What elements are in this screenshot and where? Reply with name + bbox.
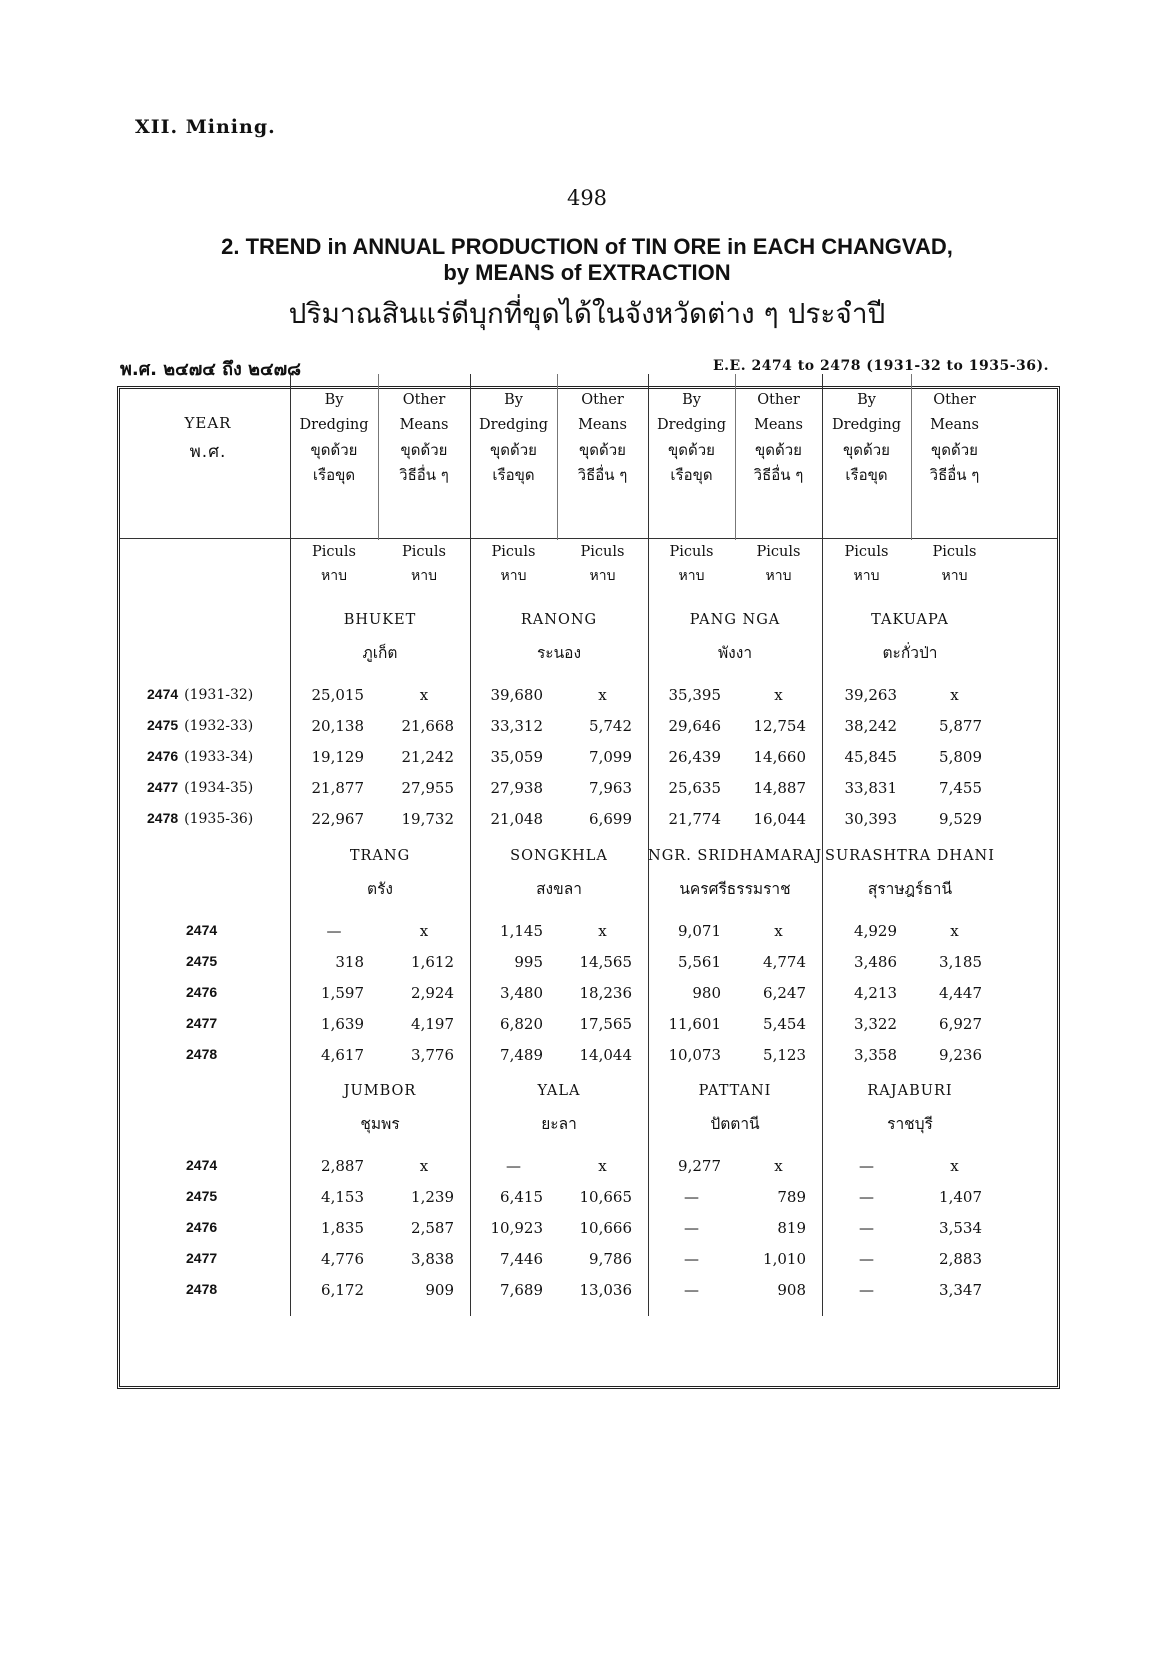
dredging-value: 38,242 [844, 717, 897, 735]
province-name: BHUKET [343, 612, 417, 628]
by-dredging-header-th2: เรือขุด [670, 466, 713, 484]
other-means-header-th1: ขุดด้วย [755, 441, 802, 459]
by-dredging-header-en1: By [324, 392, 344, 408]
other-means-header-th1: ขุดด้วย [400, 441, 448, 459]
dredging-value: 30,393 [844, 810, 897, 828]
other-means-header-th2: วิธีอื่น ๆ [929, 466, 980, 484]
province-name-thai: ชุมพร [360, 1115, 400, 1133]
year-be: 2477 [186, 1015, 218, 1031]
province-name-thai: ระนอง [536, 644, 582, 662]
unit-piculs: Piculs [491, 544, 536, 560]
other-means-value: 3,838 [411, 1250, 454, 1268]
other-means-value: 14,565 [579, 953, 632, 971]
other-means-value: 819 [777, 1219, 806, 1237]
year-label [186, 1046, 217, 1062]
year-label [147, 686, 253, 703]
dredging-value: 21,048 [490, 810, 543, 828]
dredging-value: 980 [692, 984, 721, 1002]
other-means-value: 2,924 [411, 984, 454, 1002]
province-name: RAJABURI [867, 1083, 953, 1099]
year-be: 2474 [186, 1157, 218, 1173]
dredging-value: 6,172 [321, 1281, 364, 1299]
other-means-value: 19,732 [401, 810, 454, 828]
other-means-header-en2: Means [399, 417, 449, 433]
by-dredging-header-th1: ขุดด้วย [490, 441, 537, 459]
province-name: PANG NGA [689, 612, 781, 628]
dredging-value: 4,776 [321, 1250, 364, 1268]
dredging-value: 7,489 [500, 1046, 543, 1064]
unit-label [648, 540, 735, 588]
year-be: 2478 [147, 810, 179, 826]
other-means-value: 6,247 [763, 984, 806, 1002]
other-means-header-en1: Other [933, 392, 976, 408]
unit-thai: หาบ [678, 568, 705, 584]
dredging-value: 33,312 [490, 717, 543, 735]
other-means-value: x [774, 686, 783, 704]
table-title-thai: ปริมาณสินแร่ดีบุกที่ขุดได้ในจังหวัดต่าง ๆ ประจำปี [288, 297, 886, 330]
dredging-value: — [859, 1219, 874, 1237]
other-means-value: 7,455 [939, 779, 982, 797]
year-be: 2475 [186, 953, 218, 969]
other-means-value: 3,185 [939, 953, 982, 971]
unit-label [470, 540, 557, 588]
dredging-value: 20,138 [311, 717, 364, 735]
other-means-value: 4,197 [411, 1015, 454, 1033]
year-be: 2477 [147, 779, 179, 795]
dredging-value: 11,601 [668, 1015, 721, 1033]
other-means-value: x [419, 1157, 429, 1175]
unit-piculs: Piculs [402, 544, 446, 560]
unit-label [557, 540, 648, 588]
year-label [186, 922, 217, 938]
year-label [186, 1015, 217, 1031]
dredging-value: — [859, 1157, 874, 1175]
dredging-value: 39,680 [490, 686, 543, 704]
unit-label [822, 540, 911, 588]
by-dredging-header-en2: Dredging [479, 417, 548, 433]
year-be: 2478 [186, 1281, 218, 1297]
unit-piculs: Piculs [844, 544, 889, 560]
other-means-value: 16,044 [753, 810, 806, 828]
other-means-value: 5,742 [589, 717, 632, 735]
other-means-value: 7,963 [589, 779, 632, 797]
dredging-value: 1,639 [321, 1015, 364, 1033]
dredging-value: 995 [514, 953, 543, 971]
unit-label [378, 540, 470, 588]
dredging-value: 5,561 [678, 953, 721, 971]
by-dredging-header [470, 388, 557, 488]
other-means-value: 1,612 [411, 953, 454, 971]
other-means-header-th1: ขุดด้วย [579, 441, 626, 459]
unit-thai: หาบ [853, 568, 880, 584]
year-header [128, 414, 288, 465]
year-be: 2477 [186, 1250, 218, 1266]
year-ce: (1934-35) [184, 780, 254, 796]
other-means-value: 17,565 [579, 1015, 632, 1033]
dredging-value: 6,820 [500, 1015, 543, 1033]
province-name-thai: พังงา [717, 644, 753, 662]
other-means-value: 4,447 [939, 984, 982, 1002]
dredging-value: 1,597 [321, 984, 364, 1002]
unit-label [911, 540, 998, 588]
other-means-value: 1,239 [411, 1188, 454, 1206]
by-dredging-header-th2: เรือขุด [492, 466, 535, 484]
year-label [186, 1188, 217, 1204]
other-means-value: 5,454 [763, 1015, 806, 1033]
other-means-value: x [774, 1157, 783, 1175]
year-ce: (1931-32) [184, 687, 254, 703]
dredging-value: 3,358 [854, 1046, 897, 1064]
other-means-value: x [950, 922, 959, 940]
other-means-value: 10,666 [579, 1219, 632, 1237]
other-means-value: 9,786 [589, 1250, 632, 1268]
province-name-thai: สงขลา [536, 880, 582, 898]
by-dredging-header [648, 388, 735, 488]
other-means-value: 21,242 [401, 748, 454, 766]
province-name: SONGKHLA [510, 848, 608, 864]
year-ce: (1933-34) [184, 749, 254, 765]
dredging-value: 2,887 [321, 1157, 364, 1175]
dredging-value: 21,877 [311, 779, 364, 797]
by-dredging-header-en1: By [682, 392, 701, 408]
other-means-value: 5,809 [939, 748, 982, 766]
dredging-value: 29,646 [668, 717, 721, 735]
by-dredging-header-en2: Dredging [299, 417, 369, 433]
dredging-value: — [684, 1188, 699, 1206]
province-divider [822, 374, 823, 1316]
dredging-value: 4,213 [854, 984, 897, 1002]
dredging-value: 22,967 [311, 810, 364, 828]
by-dredging-header-th1: ขุดด้วย [310, 441, 358, 459]
other-means-header-en1: Other [757, 392, 800, 408]
by-dredging-header-en2: Dredging [832, 417, 901, 433]
other-means-value: 3,534 [939, 1219, 982, 1237]
other-means-value: 5,123 [763, 1046, 806, 1064]
year-ce: (1935-36) [184, 811, 254, 827]
dredging-value: 35,395 [668, 686, 721, 704]
by-dredging-header-th2: เรือขุด [845, 466, 888, 484]
province-name: TRANG [349, 848, 411, 864]
unit-thai: หาบ [941, 568, 968, 584]
other-means-header [378, 388, 470, 488]
other-means-header-en2: Means [754, 417, 803, 433]
dredging-value: 7,446 [500, 1250, 543, 1268]
unit-piculs: Piculs [669, 544, 714, 560]
section-title: XII. Mining. [135, 116, 276, 138]
year-be: 2475 [147, 717, 179, 733]
by-dredging-header-en2: Dredging [657, 417, 726, 433]
province-name: PATTANI [698, 1083, 772, 1099]
by-dredging-header [822, 388, 911, 488]
other-means-value: x [419, 686, 429, 704]
unit-piculs: Piculs [312, 544, 356, 560]
year-header-en: YEAR [184, 414, 232, 432]
unit-thai: หาบ [589, 568, 616, 584]
other-means-header [911, 388, 998, 488]
other-means-value: x [950, 1157, 959, 1175]
table-title-line-2: by MEANS of EXTRACTION [443, 260, 731, 285]
year-label [186, 1281, 217, 1297]
other-means-value: 908 [777, 1281, 806, 1299]
other-means-value: 9,529 [939, 810, 982, 828]
year-be: 2474 [147, 686, 179, 702]
dredging-value: 4,929 [854, 922, 897, 940]
dredging-value: 33,831 [844, 779, 897, 797]
year-header-thai: พ.ศ. [189, 442, 227, 462]
other-means-value: 21,668 [401, 717, 454, 735]
unit-piculs: Piculs [932, 544, 977, 560]
province-name-thai: ตะกั่วป่า [882, 644, 938, 662]
other-means-value: 9,236 [939, 1046, 982, 1064]
province-name-thai: ราชบุรี [887, 1115, 933, 1133]
other-means-value: 13,036 [579, 1281, 632, 1299]
by-dredging-header-th1: ขุดด้วย [668, 441, 715, 459]
other-means-header-th2: วิธีอื่น ๆ [577, 466, 628, 484]
year-label [147, 779, 253, 796]
dredging-value: 45,845 [844, 748, 897, 766]
other-means-value: x [598, 1157, 607, 1175]
dredging-value: 25,635 [668, 779, 721, 797]
dredging-value: 3,480 [500, 984, 543, 1002]
unit-label [290, 540, 378, 588]
dredging-value: 9,277 [678, 1157, 721, 1175]
other-means-header [735, 388, 822, 488]
year-be: 2476 [186, 984, 218, 1000]
other-means-value: 10,665 [579, 1188, 632, 1206]
dredging-value: — [684, 1250, 699, 1268]
province-name: TAKUAPA [871, 612, 949, 628]
other-means-value: x [598, 922, 607, 940]
by-dredging-header [290, 388, 378, 488]
dredging-value: 4,153 [321, 1188, 364, 1206]
other-means-value: 4,774 [763, 953, 806, 971]
dredging-value: — [859, 1188, 874, 1206]
year-be: 2474 [186, 922, 218, 938]
other-means-value: 789 [777, 1188, 806, 1206]
year-ce: (1932-33) [184, 718, 254, 734]
by-dredging-header-th1: ขุดด้วย [843, 441, 890, 459]
other-means-header-th2: วิธีอื่น ๆ [753, 466, 804, 484]
other-means-value: 2,587 [411, 1219, 454, 1237]
dredging-value: 1,145 [500, 922, 543, 940]
province-name: RANONG [520, 612, 598, 628]
other-means-value: x [950, 686, 959, 704]
unit-thai: หาบ [500, 568, 527, 584]
by-dredging-header-th2: เรือขุด [312, 466, 356, 484]
other-means-header-th2: วิธีอื่น ๆ [399, 466, 449, 484]
year-label [186, 1157, 217, 1173]
province-name-thai: ตรัง [367, 880, 393, 898]
dredging-value: 3,322 [854, 1015, 897, 1033]
unit-thai: หาบ [765, 568, 792, 584]
other-means-value: x [419, 922, 429, 940]
other-means-value: x [774, 922, 783, 940]
province-name: NGR. SRIDHAMARAJ [648, 848, 823, 864]
unit-thai: หาบ [411, 568, 437, 584]
other-means-value: 14,044 [579, 1046, 632, 1064]
dredging-value: 25,015 [311, 686, 364, 704]
year-range-thai: พ.ศ. ๒๔๗๔ ถึง ๒๔๗๘ [120, 359, 302, 380]
other-means-value: 2,883 [939, 1250, 982, 1268]
dredging-value: 10,923 [490, 1219, 543, 1237]
other-means-value: x [598, 686, 607, 704]
dredging-value: 4,617 [321, 1046, 364, 1064]
other-means-value: 3,347 [939, 1281, 982, 1299]
other-means-value: 6,699 [589, 810, 632, 828]
province-name-thai: สุราษฎร์ธานี [867, 880, 953, 898]
other-means-value: 6,927 [939, 1015, 982, 1033]
dredging-value: — [326, 922, 342, 940]
year-be: 2478 [186, 1046, 218, 1062]
other-means-value: 1,407 [939, 1188, 982, 1206]
other-means-value: 909 [425, 1281, 454, 1299]
page-number: 498 [566, 186, 608, 210]
year-be: 2476 [186, 1219, 218, 1235]
dredging-value: 1,835 [321, 1219, 364, 1237]
year-label [186, 1250, 217, 1266]
year-label [186, 984, 217, 1000]
other-means-value: 7,099 [589, 748, 632, 766]
year-label [186, 1219, 217, 1235]
other-means-header [557, 388, 648, 488]
other-means-value: 1,010 [763, 1250, 806, 1268]
dredging-value: — [506, 1157, 521, 1175]
province-name-thai: นครศรีธรรมราช [679, 880, 791, 898]
dredging-value: 39,263 [844, 686, 897, 704]
dredging-value: 3,486 [854, 953, 897, 971]
year-label [147, 810, 253, 827]
other-means-header-en1: Other [581, 392, 624, 408]
other-means-value: 5,877 [939, 717, 982, 735]
by-dredging-header-en1: By [504, 392, 523, 408]
dredging-value: — [859, 1281, 874, 1299]
province-name-thai: ปัตตานี [710, 1115, 760, 1133]
other-means-header-en2: Means [578, 417, 627, 433]
dredging-value: — [859, 1250, 874, 1268]
province-name: JUMBOR [343, 1083, 417, 1099]
year-label [147, 717, 253, 734]
unit-piculs: Piculs [580, 544, 625, 560]
year-be: 2475 [186, 1188, 218, 1204]
unit-piculs: Piculs [756, 544, 801, 560]
province-name-thai: ภูเก็ต [362, 644, 398, 662]
year-label [186, 953, 217, 969]
other-means-value: 14,660 [753, 748, 806, 766]
unit-label [735, 540, 822, 588]
other-means-value: 12,754 [753, 717, 806, 735]
table-title [0, 234, 1174, 286]
dredging-value: 27,938 [490, 779, 543, 797]
dredging-value: — [684, 1281, 699, 1299]
dredging-value: 7,689 [500, 1281, 543, 1299]
dredging-value: 35,059 [490, 748, 543, 766]
province-name: SURASHTRA DHANI [825, 848, 995, 864]
unit-thai: หาบ [321, 568, 347, 584]
other-means-value: 14,887 [753, 779, 806, 797]
year-range-english: E.E. 2474 to 2478 (1931-32 to 1935-36). [712, 358, 1049, 374]
province-name: YALA [537, 1083, 581, 1099]
table-title-line-1: 2. TREND in ANNUAL PRODUCTION of TIN ORE in EACH CHANGVAD, [221, 234, 953, 259]
other-means-header-en2: Means [930, 417, 979, 433]
dredging-value: 19,129 [311, 748, 364, 766]
by-dredging-header-en1: By [857, 392, 876, 408]
other-means-header-th1: ขุดด้วย [931, 441, 978, 459]
other-means-value: 27,955 [401, 779, 454, 797]
province-name-thai: ยะลา [541, 1115, 577, 1133]
year-label [147, 748, 253, 765]
dredging-value: 10,073 [668, 1046, 721, 1064]
other-means-header-en1: Other [402, 392, 446, 408]
dredging-value: — [684, 1219, 699, 1237]
other-means-value: 3,776 [411, 1046, 454, 1064]
dredging-value: 318 [335, 953, 364, 971]
year-be: 2476 [147, 748, 179, 764]
dredging-value: 26,439 [668, 748, 721, 766]
dredging-value: 21,774 [668, 810, 721, 828]
dredging-value: 9,071 [678, 922, 721, 940]
header-divider [120, 538, 1057, 539]
other-means-value: 18,236 [579, 984, 632, 1002]
dredging-value: 6,415 [500, 1188, 543, 1206]
province-divider [470, 374, 471, 1316]
